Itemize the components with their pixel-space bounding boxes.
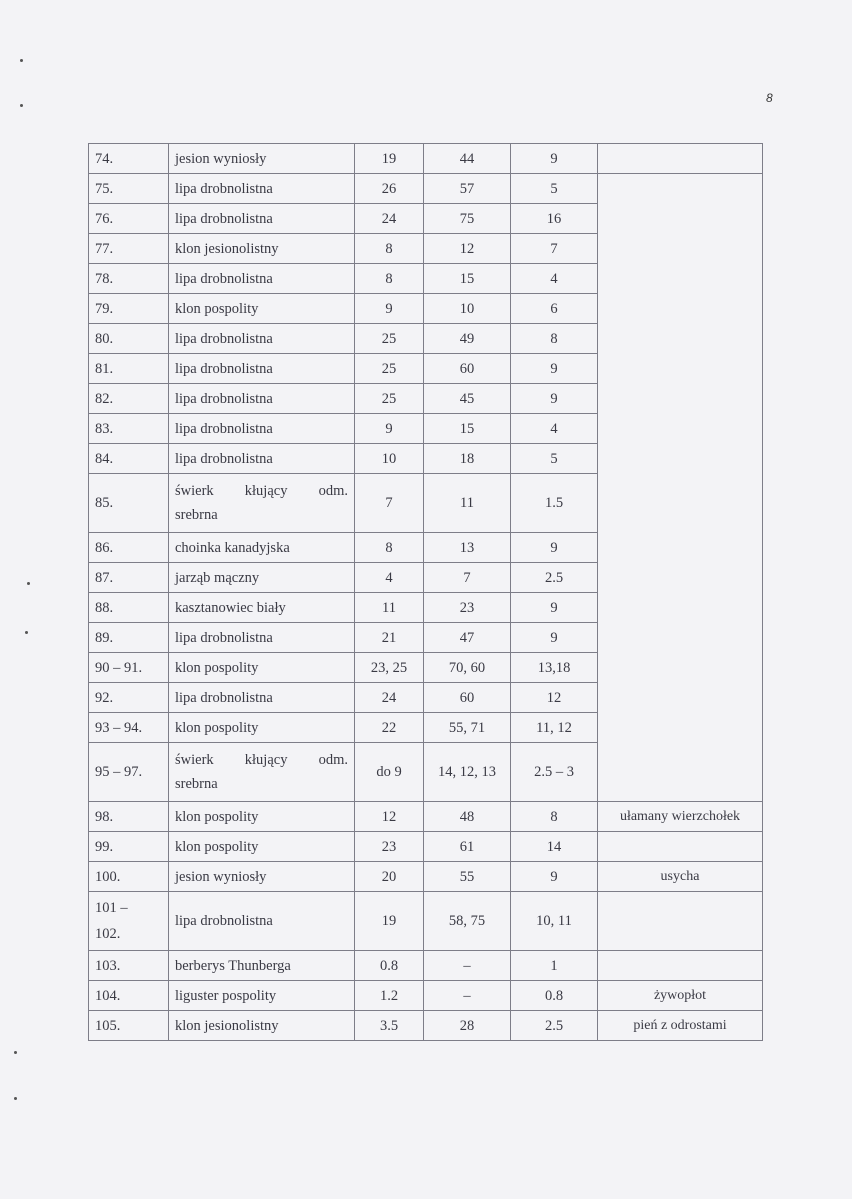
species-name: lipa drobnolistna <box>169 264 355 294</box>
value-c: 9 <box>511 384 598 414</box>
tree-number: 95 – 97. <box>89 743 169 802</box>
value-c: 9 <box>511 354 598 384</box>
value-a: 0.8 <box>355 951 424 981</box>
value-b: 12 <box>424 234 511 264</box>
tree-number: 85. <box>89 474 169 533</box>
species-name: lipa drobnolistna <box>169 683 355 713</box>
value-c: 9 <box>511 623 598 653</box>
tree-number: 75. <box>89 174 169 204</box>
table-row <box>89 174 763 204</box>
value-b: 75 <box>424 204 511 234</box>
species-name: lipa drobnolistna <box>169 204 355 234</box>
value-b: 15 <box>424 264 511 294</box>
value-a: 26 <box>355 174 424 204</box>
value-b: 55, 71 <box>424 713 511 743</box>
value-b: 58, 75 <box>424 892 511 951</box>
note-empty <box>598 174 763 802</box>
table-row <box>89 951 763 981</box>
species-name <box>169 743 355 802</box>
value-c: 9 <box>511 144 598 174</box>
tree-number: 83. <box>89 414 169 444</box>
note: pień z odrostami <box>598 1011 763 1041</box>
value-c: 11, 12 <box>511 713 598 743</box>
value-b: 49 <box>424 324 511 354</box>
table-row <box>89 892 763 951</box>
value-a: 12 <box>355 802 424 832</box>
value-a: 10 <box>355 444 424 474</box>
scan-speck <box>14 1051 17 1054</box>
tree-number: 82. <box>89 384 169 414</box>
value-a: 8 <box>355 234 424 264</box>
value-c: 10, 11 <box>511 892 598 951</box>
tree-number-line1: 101 – <box>95 900 128 916</box>
species-name: liguster pospolity <box>169 981 355 1011</box>
value-b: 61 <box>424 832 511 862</box>
value-a: 20 <box>355 862 424 892</box>
value-a: 19 <box>355 892 424 951</box>
species-name: lipa drobnolistna <box>169 324 355 354</box>
value-a: 1.2 <box>355 981 424 1011</box>
value-c: 0.8 <box>511 981 598 1011</box>
tree-number: 76. <box>89 204 169 234</box>
scan-speck <box>20 59 23 62</box>
table-row <box>89 981 763 1011</box>
scan-speck <box>27 582 30 585</box>
value-a: 9 <box>355 294 424 324</box>
scan-speck <box>25 631 28 634</box>
note: żywopłot <box>598 981 763 1011</box>
tree-number: 99. <box>89 832 169 862</box>
value-a: 21 <box>355 623 424 653</box>
value-c: 13,18 <box>511 653 598 683</box>
species-name: lipa drobnolistna <box>169 892 355 951</box>
note: usycha <box>598 862 763 892</box>
value-b: 18 <box>424 444 511 474</box>
value-c: 9 <box>511 533 598 563</box>
value-a: 23 <box>355 832 424 862</box>
value-c: 12 <box>511 683 598 713</box>
value-b: 7 <box>424 563 511 593</box>
note <box>598 892 763 951</box>
value-c: 1.5 <box>511 474 598 533</box>
value-c: 5 <box>511 444 598 474</box>
tree-number: 98. <box>89 802 169 832</box>
species-name: klon pospolity <box>169 802 355 832</box>
tree-number: 87. <box>89 563 169 593</box>
value-a: 22 <box>355 713 424 743</box>
species-name: berberys Thunberga <box>169 951 355 981</box>
species-name: lipa drobnolistna <box>169 444 355 474</box>
species-name: klon pospolity <box>169 832 355 862</box>
tree-number <box>89 892 169 951</box>
value-b: 44 <box>424 144 511 174</box>
species-name: choinka kanadyjska <box>169 533 355 563</box>
tree-number: 100. <box>89 862 169 892</box>
value-a: 3.5 <box>355 1011 424 1041</box>
table-row <box>89 832 763 862</box>
value-a: 23, 25 <box>355 653 424 683</box>
page-number: 8 <box>766 91 773 105</box>
tree-number: 77. <box>89 234 169 264</box>
value-a: 8 <box>355 264 424 294</box>
note: ułamany wierzchołek <box>598 802 763 832</box>
tree-number: 104. <box>89 981 169 1011</box>
value-a: 8 <box>355 533 424 563</box>
value-b: 45 <box>424 384 511 414</box>
species-name: lipa drobnolistna <box>169 354 355 384</box>
value-b: 14, 12, 13 <box>424 743 511 802</box>
value-c: 2.5 <box>511 1011 598 1041</box>
tree-number: 103. <box>89 951 169 981</box>
value-b: 48 <box>424 802 511 832</box>
species-name-line2: srebrna <box>175 507 218 523</box>
value-b: 13 <box>424 533 511 563</box>
value-b: 15 <box>424 414 511 444</box>
value-c: 16 <box>511 204 598 234</box>
value-c: 4 <box>511 264 598 294</box>
species-name: jesion wyniosły <box>169 862 355 892</box>
species-name: klon pospolity <box>169 713 355 743</box>
value-b: 57 <box>424 174 511 204</box>
tree-number: 93 – 94. <box>89 713 169 743</box>
species-name: jesion wyniosły <box>169 144 355 174</box>
value-b: 28 <box>424 1011 511 1041</box>
table-row <box>89 144 763 174</box>
value-b: 60 <box>424 354 511 384</box>
value-b: 60 <box>424 683 511 713</box>
species-name-line1: świerk kłujący odm. <box>175 483 348 499</box>
species-name: jarząb mączny <box>169 563 355 593</box>
tree-number: 74. <box>89 144 169 174</box>
value-a: 25 <box>355 384 424 414</box>
note <box>598 951 763 981</box>
species-name: lipa drobnolistna <box>169 384 355 414</box>
value-b: – <box>424 981 511 1011</box>
value-b: 70, 60 <box>424 653 511 683</box>
tree-number: 105. <box>89 1011 169 1041</box>
species-name: kasztanowiec biały <box>169 593 355 623</box>
value-c: 14 <box>511 832 598 862</box>
tree-number: 78. <box>89 264 169 294</box>
species-name: klon jesionolistny <box>169 234 355 264</box>
value-c: 6 <box>511 294 598 324</box>
value-c: 9 <box>511 593 598 623</box>
species-name-line2: srebrna <box>175 776 218 792</box>
value-c: 9 <box>511 862 598 892</box>
table-row <box>89 862 763 892</box>
species-name: klon pospolity <box>169 294 355 324</box>
scan-speck <box>14 1097 17 1100</box>
value-c: 1 <box>511 951 598 981</box>
tree-inventory-table <box>88 143 763 1041</box>
species-name-line1: świerk kłujący odm. <box>175 752 348 768</box>
species-name: lipa drobnolistna <box>169 414 355 444</box>
tree-number: 92. <box>89 683 169 713</box>
value-a: 7 <box>355 474 424 533</box>
value-a: 19 <box>355 144 424 174</box>
tree-number: 80. <box>89 324 169 354</box>
value-a: 4 <box>355 563 424 593</box>
value-b: 55 <box>424 862 511 892</box>
value-b: 11 <box>424 474 511 533</box>
value-a: do 9 <box>355 743 424 802</box>
value-c: 8 <box>511 324 598 354</box>
value-b: 23 <box>424 593 511 623</box>
tree-number: 84. <box>89 444 169 474</box>
value-c: 2.5 – 3 <box>511 743 598 802</box>
species-name: klon pospolity <box>169 653 355 683</box>
value-a: 25 <box>355 324 424 354</box>
note <box>598 832 763 862</box>
species-name: lipa drobnolistna <box>169 623 355 653</box>
tree-number: 86. <box>89 533 169 563</box>
table-row <box>89 802 763 832</box>
value-a: 9 <box>355 414 424 444</box>
value-a: 24 <box>355 683 424 713</box>
tree-number: 90 – 91. <box>89 653 169 683</box>
tree-number: 79. <box>89 294 169 324</box>
table-row <box>89 1011 763 1041</box>
tree-number: 88. <box>89 593 169 623</box>
tree-number-line2: 102. <box>95 926 121 942</box>
value-c: 4 <box>511 414 598 444</box>
value-b: 10 <box>424 294 511 324</box>
species-name <box>169 474 355 533</box>
value-a: 11 <box>355 593 424 623</box>
species-name: klon jesionolistny <box>169 1011 355 1041</box>
value-b: 47 <box>424 623 511 653</box>
value-b: – <box>424 951 511 981</box>
tree-number: 81. <box>89 354 169 384</box>
scan-speck <box>20 104 23 107</box>
value-c: 7 <box>511 234 598 264</box>
note <box>598 144 763 174</box>
value-c: 5 <box>511 174 598 204</box>
species-name: lipa drobnolistna <box>169 174 355 204</box>
value-c: 8 <box>511 802 598 832</box>
value-a: 25 <box>355 354 424 384</box>
tree-number: 89. <box>89 623 169 653</box>
value-c: 2.5 <box>511 563 598 593</box>
value-a: 24 <box>355 204 424 234</box>
